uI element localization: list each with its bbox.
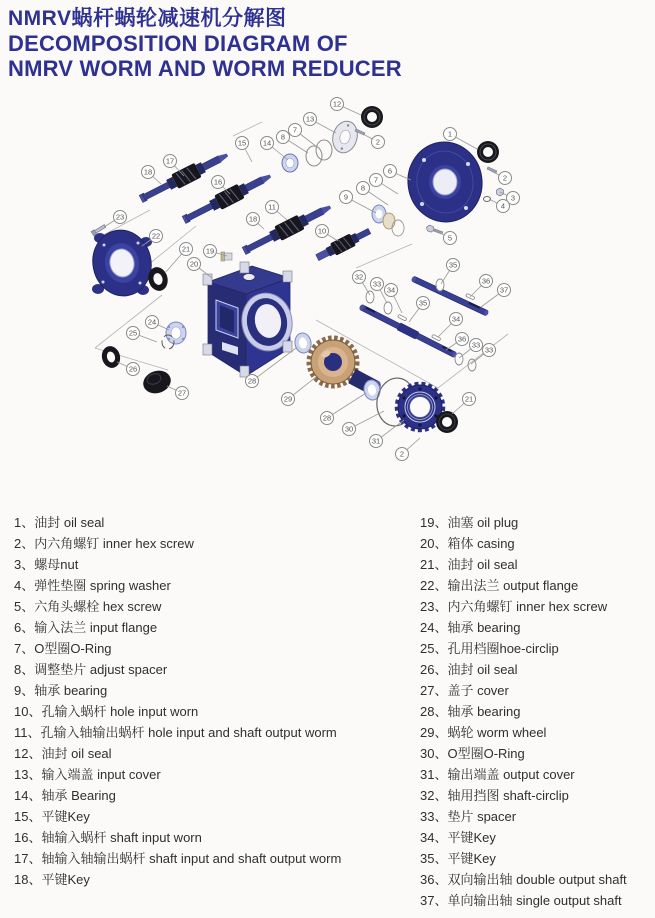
hex-bolt-5 [425,224,443,235]
casing-20 [203,262,297,377]
svg-text:15: 15 [237,138,247,148]
svg-text:12: 12 [332,99,342,109]
callout-33 [483,344,496,357]
part-item-8 [14,659,404,680]
svg-text:27: 27 [177,388,187,398]
callout-2 [499,172,512,185]
part-label: 轴用挡图 shaft-circlip [447,788,569,803]
part-item-33 [420,806,655,827]
callout-27 [176,387,189,400]
part-item-26 [420,659,655,680]
callout-34 [385,284,398,297]
svg-text:8: 8 [280,132,286,142]
svg-text:1: 1 [447,129,453,139]
part-item-35 [420,848,655,869]
part-number: 26、 [420,662,448,677]
part-item-31 [420,764,655,785]
callout-19 [204,245,217,258]
callout-14 [261,137,274,150]
part-number: 4、 [14,578,35,593]
part-number: 25、 [420,641,448,656]
svg-text:10: 10 [317,226,327,236]
part-label: O型圈O-Ring [447,746,525,761]
input-flange-6 [403,137,487,227]
part-number: 12、 [14,746,42,761]
callout-31 [370,435,383,448]
part-label: 孔输入蜗杆 hole input worn [41,704,199,719]
part-label: 盖子 cover [447,683,509,698]
callout-23 [114,211,127,224]
part-label: 油塞 oil plug [447,515,519,530]
svg-text:35: 35 [448,260,458,270]
part-item-16 [14,827,404,848]
part-item-11 [14,722,404,743]
callout-18 [142,166,155,179]
svg-text:33: 33 [471,340,481,350]
part-item-34 [420,827,655,848]
callout-24 [146,316,159,329]
part-item-1 [14,512,404,533]
parts-list-right-column [420,512,655,911]
svg-text:9: 9 [343,192,349,202]
callout-1 [444,128,457,141]
part-number: 15、 [14,809,42,824]
callout-6 [384,165,397,178]
part-label: 孔用档圈hoe-circlip [447,641,559,656]
part-label: 调整垫片 adjust spacer [34,662,168,677]
part-label: 平键Key [447,830,496,845]
callout-28 [321,412,334,425]
parts-list-left-column [14,512,404,890]
callout-34 [450,313,463,326]
callout-20 [188,258,201,271]
part-number: 32、 [420,788,448,803]
part-label: 六角头螺栓 hex screw [34,599,162,614]
oil-seal-26 [99,344,122,370]
part-number: 37、 [420,893,448,908]
svg-text:6: 6 [387,166,393,176]
part-number: 21、 [420,557,448,572]
part-label: 单向输出轴 single output shaft [447,893,622,908]
part-label: 箱体 casing [447,536,515,551]
svg-text:29: 29 [283,394,293,404]
part-label: 轴输入轴输出蜗杆 shaft input and shaft output worm [41,851,342,866]
callout-30 [343,423,356,436]
callout-8 [357,182,370,195]
part-number: 16、 [14,830,42,845]
part-item-4 [14,575,404,596]
callout-21 [463,393,476,406]
svg-text:16: 16 [213,177,223,187]
svg-text:35: 35 [418,298,428,308]
svg-text:2: 2 [502,173,508,183]
svg-text:31: 31 [371,436,381,446]
part-number: 35、 [420,851,448,866]
callout-26 [127,363,140,376]
svg-text:18: 18 [143,167,153,177]
part-label: 输入端盖 input cover [41,767,161,782]
part-number: 27、 [420,683,448,698]
part-label: 输出法兰 output flange [447,578,579,593]
part-number: 20、 [420,536,448,551]
part-label: 孔输入轴输出蜗杆 hole input and shaft output worm [40,725,337,740]
svg-text:36: 36 [457,334,467,344]
part-label: 轴输入蜗杆 shaft input worn [41,830,202,845]
svg-text:34: 34 [451,314,461,324]
part-item-14 [14,785,404,806]
double-output-shaft-36 [358,303,461,359]
svg-text:21: 21 [464,394,474,404]
part-item-20 [420,533,655,554]
oil-seal-21-right [436,411,458,433]
oil-plug-19 [221,252,232,261]
svg-text:3: 3 [510,193,516,203]
svg-text:2: 2 [399,449,405,459]
exploded-diagram [0,81,655,486]
svg-text:25: 25 [128,328,138,338]
part-number: 30、 [420,746,448,761]
svg-text:28: 28 [247,376,257,386]
svg-text:33: 33 [484,345,494,355]
part-number: 18、 [14,872,42,887]
part-number: 19、 [420,515,448,530]
part-number: 13、 [14,767,42,782]
callout-7 [370,174,383,187]
svg-text:5: 5 [447,233,453,243]
part-item-21 [420,554,655,575]
callout-32 [353,271,366,284]
callout-5 [444,232,457,245]
callout-4 [497,200,510,213]
svg-text:36: 36 [481,276,491,286]
svg-text:32: 32 [354,272,364,282]
part-item-5 [14,596,404,617]
svg-text:18: 18 [248,214,258,224]
svg-text:30: 30 [344,424,354,434]
part-item-32 [420,785,655,806]
callout-11 [266,201,279,214]
svg-text:22: 22 [151,231,161,241]
part-number: 8、 [14,662,35,677]
page-header [0,0,655,81]
output-flange-22 [87,225,157,302]
svg-text:7: 7 [292,125,298,135]
svg-text:20: 20 [189,259,199,269]
part-item-6 [14,617,404,638]
part-label: 垫片 spacer [447,809,517,824]
part-number: 5、 [14,599,35,614]
part-label: 油封 oil seal [447,662,518,677]
part-item-25 [420,638,655,659]
svg-text:26: 26 [128,364,138,374]
callout-33 [470,339,483,352]
callout-18 [247,213,260,226]
part-item-2 [14,533,404,554]
part-number: 10、 [14,704,42,719]
part-number: 3、 [14,557,35,572]
part-label: 蜗轮 worm wheel [447,725,547,740]
part-label: 轴承 bearing [34,683,108,698]
part-number: 6、 [14,620,35,635]
callout-36 [456,333,469,346]
svg-text:21: 21 [181,244,191,254]
part-item-15 [14,806,404,827]
svg-text:2: 2 [375,137,381,147]
callout-28 [246,375,259,388]
part-label: 输出端盖 output cover [447,767,575,782]
svg-text:8: 8 [360,183,366,193]
part-label: 内六角螺钉 inner hex screw [447,599,608,614]
part-item-30 [420,743,655,764]
part-item-29 [420,722,655,743]
part-number: 14、 [14,788,42,803]
part-item-18 [14,869,404,890]
part-number: 7、 [14,641,35,656]
part-item-28 [420,701,655,722]
callout-16 [212,176,225,189]
part-number: 34、 [420,830,448,845]
part-label: 油封 oil seal [41,746,112,761]
svg-text:7: 7 [373,175,379,185]
part-label: 轴承 bearing [447,620,521,635]
svg-text:33: 33 [372,279,382,289]
svg-text:37: 37 [499,285,509,295]
callout-29 [282,393,295,406]
svg-text:34: 34 [386,285,396,295]
callout-12 [331,98,344,111]
part-item-37 [420,890,655,911]
parts-list [0,508,655,918]
part-number: 24、 [420,620,448,635]
part-number: 11、 [14,725,41,740]
callout-9 [340,191,353,204]
callout-25 [127,327,140,340]
part-number: 22、 [420,578,448,593]
part-label: 油封 oil seal [34,515,105,530]
part-label: 螺母nut [34,557,79,572]
callout-33 [371,278,384,291]
part-item-9 [14,680,404,701]
bearing-24 [166,322,186,344]
bearing-9 [372,205,404,236]
callout-8 [277,131,290,144]
cover-27 [140,367,173,397]
part-item-12 [14,743,404,764]
title-chinese: NMRV蜗杆蜗轮减速机分解图 [8,7,287,30]
callout-37 [498,284,511,297]
part-number: 28、 [420,704,448,719]
callout-21 [180,243,193,256]
o-ring-7-top [306,146,322,166]
svg-text:23: 23 [115,212,125,222]
part-label: 平键Key [41,809,90,824]
part-number: 29、 [420,725,448,740]
single-output-shaft-37 [411,276,490,317]
part-number: 1、 [14,515,35,530]
callout-15 [236,137,249,150]
svg-text:24: 24 [147,317,157,327]
svg-text:13: 13 [305,114,315,124]
part-number: 31、 [420,767,448,782]
input-cover-13 [329,118,360,155]
part-item-24 [420,617,655,638]
part-item-3 [14,554,404,575]
callout-10 [316,225,329,238]
callout-35 [447,259,460,272]
part-item-13 [14,764,404,785]
callout-35 [417,297,430,310]
oil-seal-1 [477,141,499,163]
svg-text:11: 11 [268,202,276,212]
callout-22 [150,230,163,243]
callout-36 [480,275,493,288]
part-label: 油封 oil seal [447,557,518,572]
callout-7 [289,124,302,137]
title-english-line2: NMRV WORM AND WORM REDUCER [8,56,402,81]
part-item-22 [420,575,655,596]
screw-2-right [487,167,497,173]
part-item-36 [420,869,655,890]
part-item-10 [14,701,404,722]
svg-text:28: 28 [322,413,332,423]
part-item-23 [420,596,655,617]
svg-text:19: 19 [205,246,215,256]
part-number: 36、 [420,872,448,887]
part-label: 输入法兰 input flange [34,620,158,635]
part-label: 弹性垫圈 spring washer [34,578,171,593]
part-label: O型圈O-Ring [34,641,112,656]
part-number: 17、 [14,851,42,866]
part-label: 内六角螺钉 inner hex screw [34,536,194,551]
part-number: 2、 [14,536,35,551]
part-number: 23、 [420,599,448,614]
part-number: 33、 [420,809,448,824]
part-label: 平键Key [447,851,496,866]
callout-2 [396,448,409,461]
oil-seal-12 [361,106,383,128]
part-number: 9、 [14,683,35,698]
callout-2 [372,136,385,149]
part-item-27 [420,680,655,701]
part-label: 轴承 bearing [447,704,521,719]
part-label: 平键Key [41,872,90,887]
part-item-7 [14,638,404,659]
part-label: 轴承 Bearing [41,788,116,803]
svg-text:14: 14 [262,138,272,148]
callout-13 [304,113,317,126]
part-item-19 [420,512,655,533]
svg-text:4: 4 [500,201,506,211]
part-item-17 [14,848,404,869]
title-english-line1: DECOMPOSITION DIAGRAM OF [8,31,348,56]
callout-17 [164,155,177,168]
svg-text:17: 17 [165,156,175,166]
part-label: 双向输出轴 double output shaft [447,872,627,887]
adjust-spacer-8-top [316,140,332,160]
